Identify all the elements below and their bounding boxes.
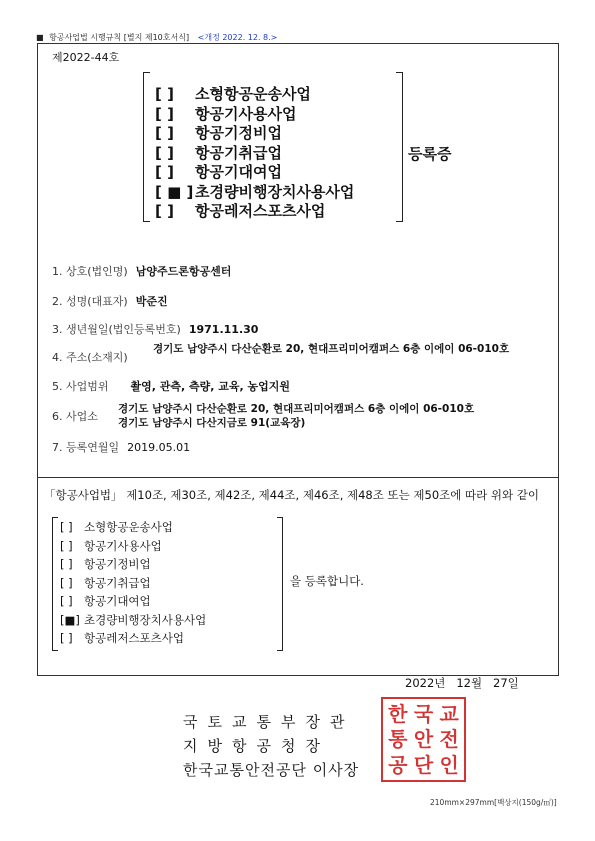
- checkbox: [ ]: [155, 143, 174, 162]
- seal-char: 한: [388, 701, 408, 726]
- checkbox: [ ]: [60, 538, 73, 553]
- business-type-label: 항공레저스포츠사업: [195, 202, 326, 220]
- checkbox: [ ]: [155, 104, 174, 123]
- issuer-ministry: 국토교통부장관: [183, 713, 355, 731]
- business-type-item: [155, 144, 405, 164]
- business-type-label: 항공기대여업: [195, 163, 282, 181]
- checkbox: [ ]: [60, 594, 73, 608]
- seal-char: 국: [413, 701, 434, 726]
- business-type-label: 항공기취급업: [195, 143, 282, 162]
- business-type-label: 소형항공운송사업: [195, 85, 311, 103]
- field-value: 남양주드론항공센터: [135, 265, 232, 278]
- issuer-regional-office: 지방항공청장: [183, 737, 330, 755]
- field-label: 1. 상호(법인명): [52, 265, 128, 278]
- checkbox: [ ]: [60, 520, 73, 534]
- checkbox-checked: [■]: [60, 612, 80, 627]
- checkbox: [ ]: [60, 557, 73, 571]
- form-law-reference: 항공사업법 시행규칙 [별지 제10호서식]: [49, 33, 190, 42]
- seal-char: 통: [388, 727, 408, 752]
- field-representative: [52, 293, 168, 309]
- certificate-title: 등록증: [408, 145, 452, 163]
- field-birth: [52, 321, 258, 337]
- field-label: 3. 생년월일(법인등록번호): [52, 323, 181, 336]
- seal-char: 안: [413, 727, 434, 752]
- official-seal-stamp: [381, 697, 466, 782]
- checkbox: [ ]: [60, 575, 73, 590]
- seal-char: 공: [388, 753, 408, 778]
- document-number: 제2022-44호: [52, 51, 120, 64]
- business-type-item: [60, 592, 280, 611]
- legal-basis-text: 「항공사업법」 제10조, 제30조, 제42조, 제44조, 제46조, 제48조 또는 제50조에 따라 위와 같이: [44, 488, 539, 502]
- registration-phrase: 을 등록합니다.: [290, 574, 364, 588]
- field-office-value: [118, 402, 548, 430]
- field-scope: [52, 378, 290, 394]
- business-type-item: [155, 202, 405, 222]
- business-type-label: 항공기취급업: [84, 575, 151, 590]
- seal-char: 교: [439, 701, 459, 726]
- field-label: 4. 주소(소재지): [52, 351, 128, 364]
- business-type-label: 항공기사용사업: [84, 538, 162, 553]
- business-type-item: [60, 629, 280, 648]
- business-type-label: 항공레저스포츠사업: [84, 631, 184, 645]
- issue-date: 2022년 12월 27일: [405, 676, 519, 690]
- business-type-list-small: [60, 518, 280, 648]
- business-type-item: [60, 537, 280, 556]
- business-type-label: 항공기정비업: [84, 557, 151, 571]
- business-type-item-checked: [60, 611, 280, 630]
- checkbox: [ ]: [155, 124, 174, 142]
- office-line: 경기도 남양주시 다산지금로 91(교육장): [118, 417, 306, 429]
- business-type-item: [155, 124, 405, 144]
- checkbox: [ ]: [155, 85, 174, 103]
- field-value: 박준진: [135, 295, 168, 308]
- field-office-label: [52, 408, 98, 424]
- paper-spec: 210mm×297mm[백상지(150g/㎡)]: [430, 798, 557, 807]
- left-bracket-small: [52, 517, 58, 651]
- field-value: 2019.05.01: [127, 441, 191, 454]
- business-type-list: [155, 85, 405, 222]
- form-header: [36, 32, 277, 43]
- business-type-item: [155, 105, 405, 125]
- business-type-item: [60, 518, 280, 537]
- business-type-label: 소형항공운송사업: [84, 520, 173, 534]
- business-type-label: 항공기대여업: [84, 594, 151, 608]
- field-label: 2. 성명(대표자): [52, 295, 128, 308]
- seal-char: 단: [413, 753, 434, 778]
- issuer-kotsa: 한국교통안전공단 이사장: [183, 761, 360, 779]
- seal-char: 인: [439, 753, 459, 778]
- seal-char: 전: [439, 727, 459, 752]
- field-label: 6. 사업소: [52, 410, 98, 423]
- checkbox: [ ]: [155, 202, 174, 220]
- field-address-label: [52, 349, 128, 365]
- section-divider: [37, 477, 559, 478]
- field-address-value: 경기도 남양주시 다산순환로 20, 현대프리미어캠퍼스 6층 이에이 06-010호: [153, 343, 510, 355]
- business-type-item: [60, 555, 280, 574]
- business-type-item: [155, 163, 405, 183]
- revision-date: <개정 2022. 12. 8.>: [197, 33, 278, 42]
- field-label: 7. 등록연월일: [52, 441, 120, 454]
- business-type-label: 초경량비행장치사용사업: [84, 612, 207, 627]
- field-value: 1971.11.30: [188, 323, 259, 336]
- checkbox-checked: [ ■ ]: [155, 182, 194, 201]
- field-value: 촬영, 관측, 측량, 교육, 농업지원: [130, 380, 291, 393]
- business-type-label: 초경량비행장치사용사업: [195, 182, 355, 201]
- business-type-item: [155, 85, 405, 105]
- office-line: 경기도 남양주시 다산순환로 20, 현대프리미어캠퍼스 6층 이에이 06-010호: [118, 403, 475, 415]
- field-label: 5. 사업범위: [52, 380, 109, 393]
- field-company: [52, 263, 231, 279]
- left-bracket: [143, 72, 150, 222]
- checkbox: [ ]: [155, 163, 174, 181]
- checkbox: [ ]: [60, 631, 73, 645]
- business-type-label: 항공기정비업: [195, 124, 282, 142]
- field-registration-date: [52, 439, 190, 455]
- business-type-label: 항공기사용사업: [195, 104, 297, 123]
- business-type-item: [60, 574, 280, 593]
- business-type-item-checked: [155, 183, 405, 203]
- header-marker: ■: [36, 33, 44, 42]
